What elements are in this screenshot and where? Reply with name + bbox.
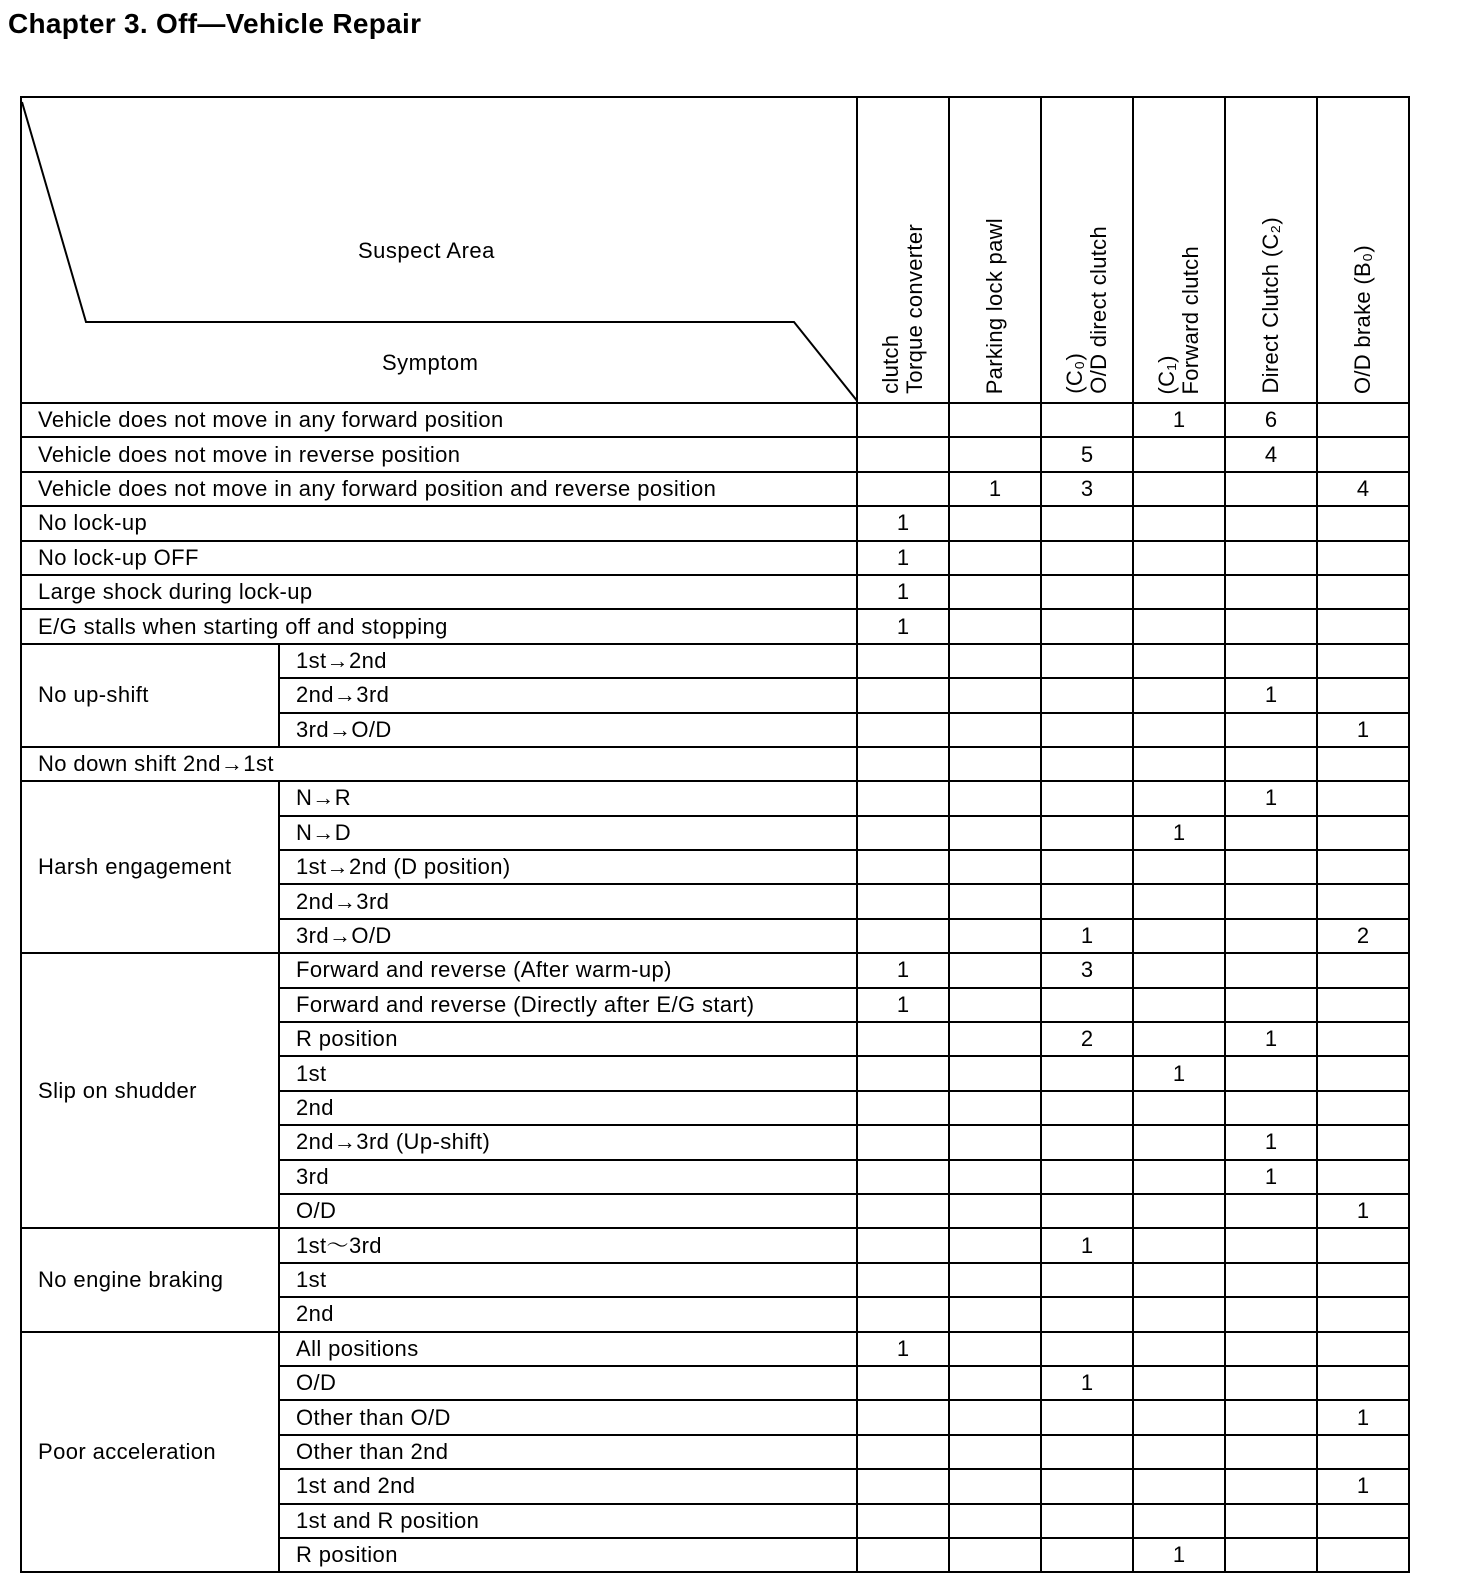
value-cell [949,988,1041,1022]
value-cell [949,1400,1041,1434]
value-cell [1225,541,1317,575]
value-cell [857,472,949,506]
value-cell [949,781,1041,815]
value-cell [949,1263,1041,1297]
value-cell [1133,884,1225,918]
value-cell: 1 [1225,781,1317,815]
value-cell [949,1332,1041,1366]
value-cell [949,609,1041,643]
value-cell [949,1125,1041,1159]
value-cell [857,1366,949,1400]
value-cell: 1 [857,506,949,540]
value-cell [1041,850,1133,884]
value-cell [1225,1056,1317,1090]
value-cell [1041,884,1133,918]
value-cell [857,1538,949,1572]
value-cell [1225,1332,1317,1366]
value-cell [1225,713,1317,747]
condition-cell: N→D [279,816,857,850]
condition-cell: 3rd→O/D [279,713,857,747]
value-cell [1225,506,1317,540]
value-cell [857,884,949,918]
value-cell [1225,953,1317,987]
value-cell [1133,437,1225,471]
value-cell [1041,1297,1133,1331]
value-cell [1133,919,1225,953]
value-cell: 1 [857,541,949,575]
value-cell [949,884,1041,918]
value-cell [1041,575,1133,609]
value-cell [1317,437,1409,471]
column-header-parking-lock-pawl: Parking lock pawl [949,97,1041,403]
value-cell [1133,1091,1225,1125]
value-cell [857,644,949,678]
value-cell: 4 [1225,437,1317,471]
value-cell [949,1194,1041,1228]
value-cell [1133,644,1225,678]
value-cell [1041,713,1133,747]
value-cell [857,1194,949,1228]
value-cell [857,1504,949,1538]
value-cell [1133,575,1225,609]
value-cell [1317,1366,1409,1400]
value-cell: 1 [1133,403,1225,437]
diagnosis-table-wrapper [20,96,1408,1573]
symptom-label: Symptom [382,350,479,375]
value-cell: 3 [1041,953,1133,987]
value-cell [949,1228,1041,1262]
value-cell [1225,1504,1317,1538]
value-cell [1133,678,1225,712]
slip-on-shudder-row [21,953,1409,987]
value-cell [1041,1056,1133,1090]
chapter-title: Chapter 3. Off—Vehicle Repair [8,8,422,39]
value-cell [1133,781,1225,815]
symptom-cell: E/G stalls when starting off and stopping [21,609,857,643]
value-cell: 1 [1041,1366,1133,1400]
value-cell [1225,816,1317,850]
value-cell [857,1469,949,1503]
value-cell [949,541,1041,575]
value-cell [1041,678,1133,712]
value-cell [1225,919,1317,953]
value-cell [1133,1160,1225,1194]
value-cell: 1 [1317,1400,1409,1434]
value-cell: 1 [1317,713,1409,747]
harsh-engagement-row [21,781,1409,815]
value-cell [857,1400,949,1434]
symptom-row [21,506,1409,540]
value-cell: 1 [1317,1194,1409,1228]
value-cell [857,1297,949,1331]
value-cell [1225,1435,1317,1469]
condition-cell: R position [279,1022,857,1056]
value-cell [1133,1400,1225,1434]
column-header-forward-clutch: Forward clutch (C₁) [1133,97,1225,403]
value-cell [1133,1022,1225,1056]
value-cell [1317,747,1409,781]
symptom-row [21,541,1409,575]
value-cell [1317,541,1409,575]
value-cell: 5 [1041,437,1133,471]
condition-cell: Other than 2nd [279,1435,857,1469]
column-header-direct-clutch: Direct Clutch (C₂) [1225,97,1317,403]
no-engine-braking-group-label: No engine braking [21,1228,279,1331]
value-cell [1225,472,1317,506]
value-cell [857,1056,949,1090]
value-cell [857,403,949,437]
symptom-cell: No lock-up [21,506,857,540]
condition-cell: N→R [279,781,857,815]
value-cell: 1 [1133,1538,1225,1572]
value-cell [1225,609,1317,643]
value-cell [1041,1538,1133,1572]
value-cell [857,1263,949,1297]
value-cell [857,437,949,471]
symptom-cell: Vehicle does not move in any forward position [21,403,857,437]
no-engine-braking-row [21,1228,1409,1262]
condition-cell: 1st [279,1263,857,1297]
condition-cell: Forward and reverse (Directly after E/G start) [279,988,857,1022]
condition-cell: 2nd→3rd [279,884,857,918]
value-cell [1317,644,1409,678]
value-cell [1041,1435,1133,1469]
suspect-area-label: Suspect Area [358,238,495,263]
value-cell [1133,953,1225,987]
value-cell [1133,1297,1225,1331]
column-header-torque-converter-clutch: Torque converter clutch [857,97,949,403]
value-cell [1133,1504,1225,1538]
value-cell [1041,1469,1133,1503]
no-upshift-row [21,644,1409,678]
value-cell: 1 [857,988,949,1022]
header-row [21,97,1409,403]
value-cell [949,713,1041,747]
value-cell [1317,988,1409,1022]
value-cell [857,1435,949,1469]
value-cell [1041,747,1133,781]
symptom-row [21,609,1409,643]
condition-cell: 2nd [279,1297,857,1331]
symptom-row [21,437,1409,471]
value-cell [1317,1022,1409,1056]
value-cell [1317,403,1409,437]
value-cell [1133,713,1225,747]
value-cell: 1 [1133,1056,1225,1090]
value-cell [949,1091,1041,1125]
value-cell: 1 [857,609,949,643]
value-cell: 1 [1133,816,1225,850]
harsh-engagement-group-label: Harsh engagement [21,781,279,953]
value-cell [949,1056,1041,1090]
value-cell [1225,1194,1317,1228]
value-cell [949,919,1041,953]
column-header-od-brake: O/D brake (B₀) [1317,97,1409,403]
value-cell [1133,1366,1225,1400]
value-cell [1225,747,1317,781]
value-cell [949,816,1041,850]
value-cell [1317,1125,1409,1159]
value-cell [949,1297,1041,1331]
corner-header-cell [21,97,857,403]
value-cell [1317,575,1409,609]
condition-cell: 3rd [279,1160,857,1194]
value-cell [1133,747,1225,781]
symptom-row [21,403,1409,437]
condition-cell: 1st→2nd (D position) [279,850,857,884]
condition-cell: 2nd→3rd (Up-shift) [279,1125,857,1159]
value-cell [1041,609,1133,643]
value-cell [1225,1469,1317,1503]
value-cell: 1 [1041,1228,1133,1262]
value-cell [1317,1504,1409,1538]
value-cell [1225,850,1317,884]
value-cell: 1 [1225,1160,1317,1194]
poor-acceleration-group-label: Poor acceleration [21,1332,279,1573]
value-cell [1041,541,1133,575]
value-cell [1133,850,1225,884]
value-cell [949,850,1041,884]
value-cell [1317,1538,1409,1572]
symptom-row [21,575,1409,609]
condition-cell: 2nd→3rd [279,678,857,712]
value-cell [949,403,1041,437]
value-cell [949,575,1041,609]
value-cell [1133,1194,1225,1228]
value-cell [949,747,1041,781]
value-cell [857,919,949,953]
value-cell [1041,1091,1133,1125]
value-cell [1225,1366,1317,1400]
value-cell [857,1125,949,1159]
value-cell [949,1160,1041,1194]
value-cell [949,437,1041,471]
value-cell [1317,850,1409,884]
value-cell [1317,1160,1409,1194]
value-cell [1133,472,1225,506]
value-cell: 1 [857,1332,949,1366]
value-cell [1133,1263,1225,1297]
value-cell [1317,1263,1409,1297]
value-cell [949,644,1041,678]
symptom-cell: No down shift 2nd→1st [21,747,857,781]
value-cell [1317,816,1409,850]
value-cell: 1 [857,953,949,987]
value-cell: 3 [1041,472,1133,506]
value-cell [1133,1125,1225,1159]
value-cell [1041,1332,1133,1366]
value-cell [857,1160,949,1194]
value-cell [949,1022,1041,1056]
value-cell [1225,1263,1317,1297]
value-cell [1133,1332,1225,1366]
value-cell [1041,816,1133,850]
value-cell: 1 [1225,1125,1317,1159]
value-cell [1133,1469,1225,1503]
symptom-row [21,472,1409,506]
value-cell [857,816,949,850]
symptom-cell: Vehicle does not move in any forward position and reverse position [21,472,857,506]
value-cell [1041,506,1133,540]
condition-cell: 1st and 2nd [279,1469,857,1503]
condition-cell: O/D [279,1366,857,1400]
value-cell [857,1228,949,1262]
value-cell [857,1091,949,1125]
value-cell: 1 [1225,678,1317,712]
symptom-cell: Large shock during lock-up [21,575,857,609]
value-cell [1041,1400,1133,1434]
value-cell [857,747,949,781]
condition-cell: 2nd [279,1091,857,1125]
value-cell [1133,1435,1225,1469]
value-cell [949,678,1041,712]
value-cell [1317,781,1409,815]
no-downshift-row [21,747,1409,781]
value-cell [1133,609,1225,643]
value-cell [1041,1160,1133,1194]
value-cell [1133,506,1225,540]
value-cell [949,953,1041,987]
value-cell [857,1022,949,1056]
value-cell [1317,1228,1409,1262]
condition-cell: 1st and R position [279,1504,857,1538]
value-cell [1317,506,1409,540]
no-upshift-group-label: No up-shift [21,644,279,747]
condition-cell: 1st～3rd [279,1228,857,1262]
value-cell [1041,644,1133,678]
value-cell [1133,1228,1225,1262]
value-cell [1317,1091,1409,1125]
value-cell [1041,403,1133,437]
value-cell: 6 [1225,403,1317,437]
condition-cell: Other than O/D [279,1400,857,1434]
value-cell [1317,1435,1409,1469]
value-cell [1041,1504,1133,1538]
value-cell [1225,1538,1317,1572]
value-cell [1317,953,1409,987]
value-cell [1317,1297,1409,1331]
value-cell: 1 [949,472,1041,506]
value-cell [857,678,949,712]
value-cell: 1 [1225,1022,1317,1056]
value-cell [857,850,949,884]
value-cell [1133,541,1225,575]
condition-cell: 3rd→O/D [279,919,857,953]
value-cell [1041,781,1133,815]
value-cell [1317,678,1409,712]
value-cell [1317,884,1409,918]
value-cell [1041,1263,1133,1297]
value-cell [1225,644,1317,678]
condition-cell: All positions [279,1332,857,1366]
value-cell [1225,988,1317,1022]
condition-cell: 1st→2nd [279,644,857,678]
value-cell: 1 [1041,919,1133,953]
value-cell: 2 [1317,919,1409,953]
value-cell [949,1538,1041,1572]
value-cell: 1 [1317,1469,1409,1503]
value-cell [1041,988,1133,1022]
value-cell [1041,1125,1133,1159]
value-cell [1317,609,1409,643]
column-header-od-direct-clutch: O/D direct clutch (C₀) [1041,97,1133,403]
value-cell [1225,575,1317,609]
symptom-cell: No lock-up OFF [21,541,857,575]
value-cell [949,1435,1041,1469]
value-cell [857,781,949,815]
condition-cell: O/D [279,1194,857,1228]
value-cell [1225,1228,1317,1262]
slip-on-shudder-group-label: Slip on shudder [21,953,279,1228]
value-cell [949,1366,1041,1400]
condition-cell: Forward and reverse (After warm-up) [279,953,857,987]
value-cell: 4 [1317,472,1409,506]
value-cell [949,1469,1041,1503]
value-cell [1317,1056,1409,1090]
value-cell: 2 [1041,1022,1133,1056]
value-cell [857,713,949,747]
value-cell [1041,1194,1133,1228]
symptom-cell: Vehicle does not move in reverse position [21,437,857,471]
value-cell [1225,1400,1317,1434]
diagnosis-table [20,96,1410,1573]
value-cell [1317,1332,1409,1366]
value-cell [1225,1297,1317,1331]
condition-cell: 1st [279,1056,857,1090]
value-cell [949,506,1041,540]
value-cell [1225,884,1317,918]
value-cell [1225,1091,1317,1125]
value-cell [1133,988,1225,1022]
condition-cell: R position [279,1538,857,1572]
value-cell [949,1504,1041,1538]
poor-acceleration-row [21,1332,1409,1366]
value-cell: 1 [857,575,949,609]
